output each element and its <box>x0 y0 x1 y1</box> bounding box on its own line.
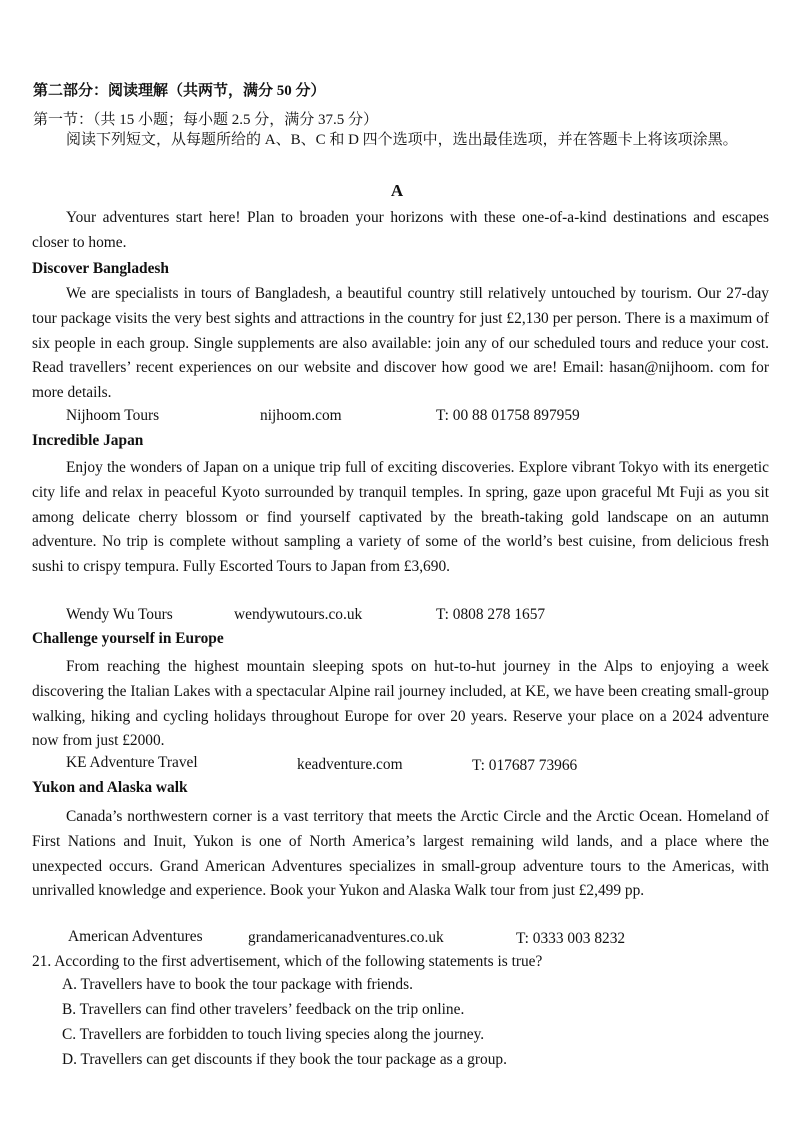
ad-title-europe: Challenge yourself in Europe <box>32 630 224 647</box>
option-b: B. Travellers can find other travelers’ feedback on the trip online. <box>62 1001 465 1018</box>
ad-title-yukon: Yukon and Alaska walk <box>32 779 188 796</box>
option-a: A. Travellers have to book the tour package with friends. <box>62 976 413 993</box>
ad-company-bangladesh: Nijhoom Tours <box>66 407 160 424</box>
ad-website-europe: keadventure.com <box>297 756 403 773</box>
passage-label: A <box>390 181 404 200</box>
ad-phone-bangladesh: T: 00 88 01758 897959 <box>436 407 580 424</box>
passage-intro: Your adventures start here! Plan to broaden your horizons with these one-of-a-kind destinations and escapes closer to home. <box>32 209 769 251</box>
option-d: D. Travellers can get discounts if they book the tour package as a group. <box>62 1051 507 1068</box>
ad-website-bangladesh: nijhoom.com <box>260 407 342 424</box>
ad-body-yukon: Canada’s northwestern corner is a vast territory that meets the Arctic Circle and the Arctic Ocean. Homeland of First Nations and Inuit, Yukon is one of North America’s largest remaining wild lands, and a place where the unexpected occurs. Grand American Adventures specializes in small-group adventure tours to the Americas, with unrivalled knowledge and experience. Book your Yukon and Alaska Walk tour from just £2,499 pp. <box>32 808 769 900</box>
instruction-text: 阅读下列短文，从每题所给的 A、B、C 和 D 四个选项中，选出最佳选项，并在答题卡上将该项涂黑。 <box>66 132 738 148</box>
ad-body-europe: From reaching the highest mountain sleeping spots on hut-to-hut journey in the Alps to enjoying a week discovering the Italian Lakes with a spectacular Alpine rail journey included, at KE, we have been creating small-group walking, hiking and cycling holidays throughout Europe for over 20 years. Reserve your place on a 2024 adventure now from just £2000. <box>32 658 769 750</box>
question-stem: 21. According to the first advertisement, which of the following statements is true? <box>32 953 543 970</box>
part-heading: 第二部分：阅读理解（共两节，满分 50 分） <box>33 83 326 99</box>
ad-phone-europe: T: 017687 73966 <box>472 757 578 774</box>
option-c: C. Travellers are forbidden to touch living species along the journey. <box>62 1026 485 1043</box>
ad-website-japan: wendywutours.co.uk <box>234 606 363 623</box>
ad-company-europe: KE Adventure Travel <box>66 754 198 771</box>
ad-company-yukon: American Adventures <box>68 928 203 945</box>
ad-title-bangladesh: Discover Bangladesh <box>32 260 169 277</box>
ad-body-bangladesh: We are specialists in tours of Bangladesh, a beautiful country still relatively untouched by tourism. Our 27-day tour package visits the very best sights and attractions in the country for just £2,130 per person. There is a maximum of six people in each group. Single supplements are also available: join any of our scheduled tours and reduce your cost. Read travellers’ recent experiences on our website and discover how good we are! Email: hasan@nijhoom. com for more details. <box>32 285 769 402</box>
ad-body-japan: Enjoy the wonders of Japan on a unique trip full of exciting discoveries. Explore vibrant Tokyo with its energetic city life and relax in peaceful Kyoto surrounded by tranquil temples. In spring, gaze upon graceful Mt Fuji as you sit among delicate cherry blossom or find yourself captivated by the breath-taking gold landscape on an autumn adventure. No trip is complete without sampling a variety of some of the world’s best cuisine, from delicious fresh sushi to crispy tempura. Fully Escorted Tours to Japan from £3,690. <box>32 459 769 576</box>
ad-website-yukon: grandamericanadventures.co.uk <box>248 929 444 946</box>
ad-company-japan: Wendy Wu Tours <box>66 606 173 623</box>
ad-title-japan: Incredible Japan <box>32 432 144 449</box>
ad-phone-yukon: T: 0333 003 8232 <box>516 930 626 947</box>
ad-phone-japan: T: 0808 278 1657 <box>436 606 546 623</box>
section-heading: 第一节：（共 15 小题；每小题 2.5 分，满分 37.5 分） <box>33 112 379 128</box>
